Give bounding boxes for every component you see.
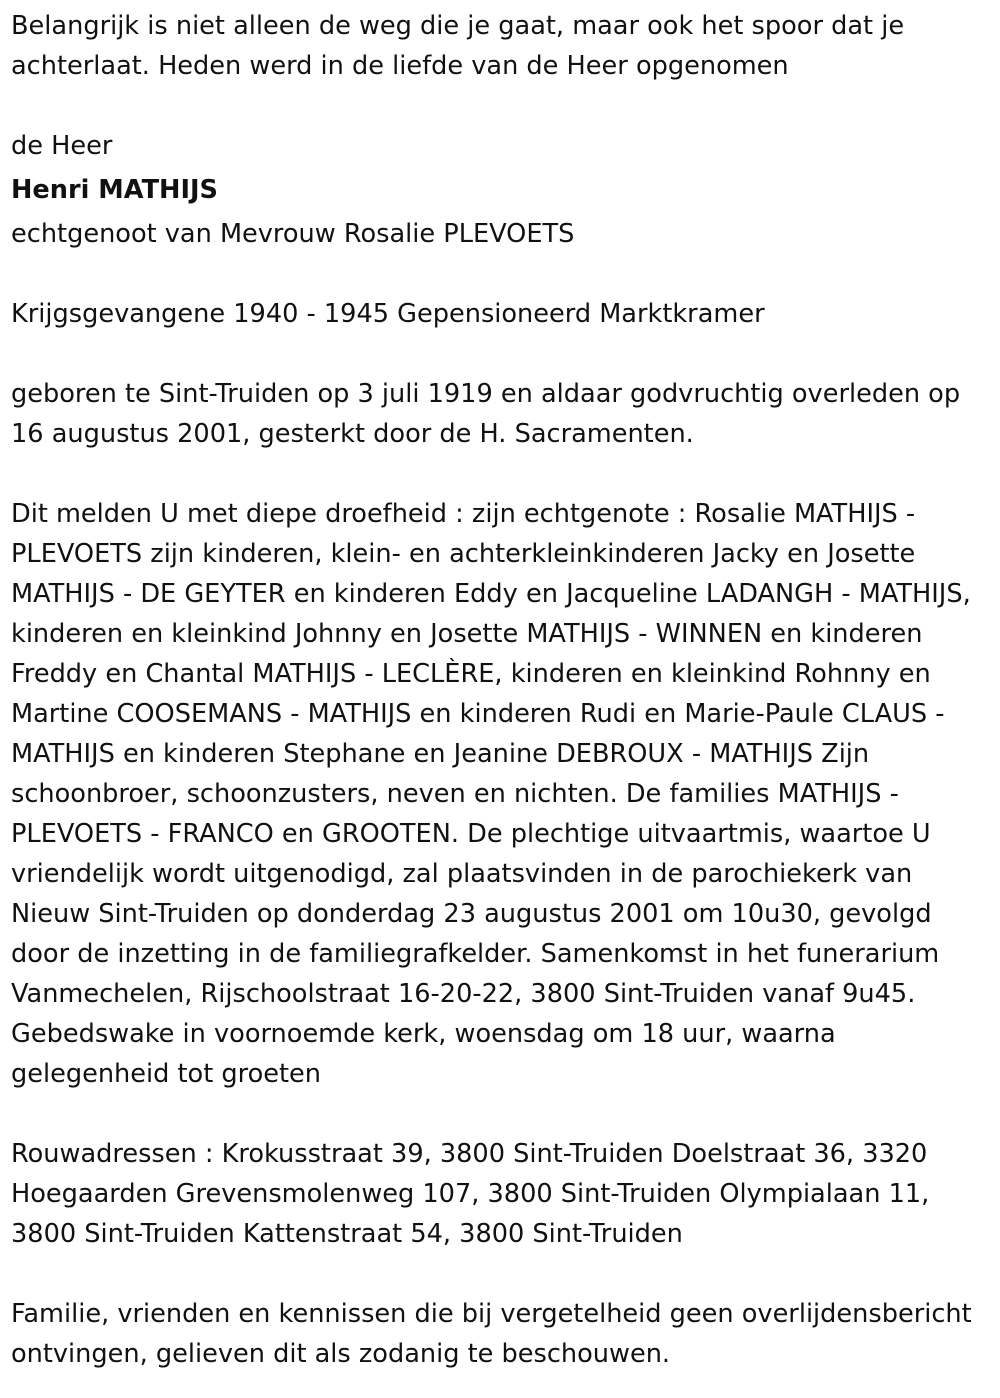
spacer — [11, 1094, 990, 1134]
spacer — [11, 454, 990, 494]
occupation-line: Krijgsgevangene 1940 - 1945 Gepensioneerd Marktkramer — [11, 299, 765, 329]
spacer — [11, 86, 990, 126]
birth-death-paragraph: geboren te Sint-Truiden op 3 juli 1919 en aldaar godvruchtig overleden op 16 augustus 2001, gesterkt door de H. Sacramenten. — [11, 379, 961, 449]
deceased-name: Henri MATHIJS — [11, 175, 218, 205]
intro-paragraph: Belangrijk is niet alleen de weg die je gaat, maar ook het spoor dat je achterlaat. Heden werd in de liefde van de Heer opgenomen — [11, 11, 905, 81]
mourning-addresses-paragraph: Rouwadressen : Krokusstraat 39, 3800 Sint-Truiden Doelstraat 36, 3320 Hoegaarden Grevensmolenweg 107, 3800 Sint-Truiden Olympialaan 11, 3800 Sint-Truiden Kattenstraat 54, 3800 Sint-Truiden — [11, 1139, 930, 1249]
salutation: de Heer — [11, 131, 113, 161]
spouse-line: echtgenoot van Mevrouw Rosalie PLEVOETS — [11, 219, 575, 249]
spacer — [11, 254, 990, 294]
closing-paragraph: Familie, vrienden en kennissen die bij vergetelheid geen overlijdensbericht ontvingen, gelieven dit als zodanig te beschouwen. — [11, 1299, 972, 1369]
spacer — [11, 1254, 990, 1294]
announcement-paragraph: Dit melden U met diepe droefheid : zijn echtgenote : Rosalie MATHIJS - PLEVOETS zijn kinderen, klein- en achterkleinkinderen Jacky en Josette MATHIJS - DE GEYTER en kinderen Eddy en Jacqueline LADANGH - MATHIJS, kinderen en kleinkind Johnny en Josette MATHIJS - WINNEN en kinderen Freddy en Chantal MATHIJS - LECLÈRE, kinderen en kleinkind Rohnny en Martine COOSEMANS - MATHIJS en kinderen Rudi en Marie-Paule CLAUS - MATHIJS en kinderen Stephane en Jeanine DEBROUX - MATHIJS Zijn schoonbroer, schoonzusters, neven en nichten. De families MATHIJS - PLEVOETS - FRANCO en GROOTEN. De plechtige uitvaartmis, waartoe U vriendelijk wordt uitgenodigd, zal plaatsvinden in de parochiekerk van Nieuw Sint-Truiden op donderdag 23 augustus 2001 om 10u30, gevolgd door de inzetting in de familiegrafkelder. Samenkomst in het funerarium Vanmechelen, Rijschoolstraat 16-20-22, 3800 Sint-Truiden vanaf 9u45. Gebedswake in voornoemde kerk, woensdag om 18 uur, waarna gelegenheid tot groeten — [11, 499, 971, 1089]
spacer — [11, 334, 990, 374]
